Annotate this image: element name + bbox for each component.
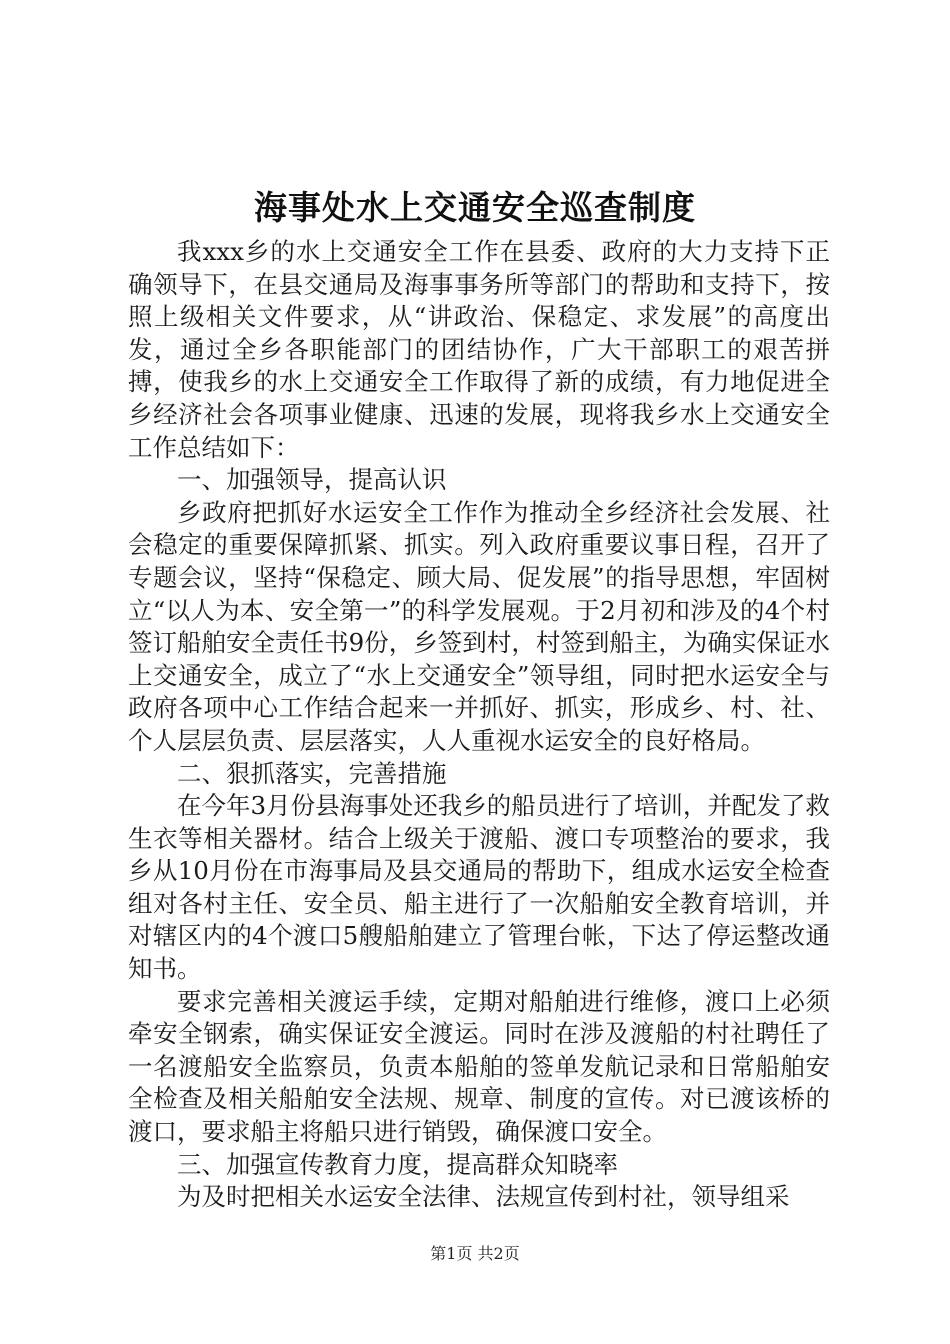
section-heading-2: 二、狠抓落实，完善措施: [177, 758, 447, 788]
section-heading-3: 三、加强宣传教育力度，提高群众知晓率: [177, 1149, 618, 1179]
paragraph-section-2a: 在今年3月份县海事处还我乡的船员进行了培训，并配发了救生衣等相关器材。结合上级关于渡船、渡口专项整治的要求，我乡从10月份在市海事局及县交通局的帮助下，组成水运安全检查组对各村主任、安全员、船主进行了一次船舶安全教育培训，并对辖区内的4个渡口5艘船舶建立了管理台帐，下达了停运整改通知书。: [128, 791, 830, 984]
paragraph-section-1: 乡政府把抓好水运安全工作作为推动全乡经济社会发展、社会稳定的重要保障抓紧、抓实。列入政府重要议事日程，召开了专题会议，坚持“保稳定、顾大局、促发展”的指导思想，牢固树立“以人为本、安全第一”的科学发展观。于2月初和涉及的4个村签订船舶安全责任书9份，乡签到村，村签到船主，为确实保证水上交通安全，成立了“水上交通安全”领导组，同时把水运安全与政府各项中心工作结合起来一并抓好、抓实，形成乡、村、社、个人层层负责、层层落实，人人重视水运安全的良好格局。: [128, 497, 830, 755]
paragraph-section-3: 为及时把相关水运安全法律、法规宣传到村社，领导组采: [177, 1182, 790, 1212]
paragraph-section-2b: 要求完善相关渡运手续，定期对船舶进行维修，渡口上必须牵安全钢索，确实保证安全渡运。同时在涉及渡船的村社聘任了一名渡船安全监察员，负责本船舶的签单发航记录和日常船舶安全检查及相关船舶安全法规、规章、制度的宣传。对已渡该桥的渡口，要求船主将船只进行销毁，确保渡口安全。: [128, 986, 830, 1147]
section-heading-1: 一、加强领导，提高认识: [177, 465, 447, 495]
document-title: 海事处水上交通安全巡查制度: [254, 188, 696, 227]
page-footer: 第1页 共2页: [430, 1244, 520, 1263]
paragraph-intro: 我xxx乡的水上交通安全工作在县委、政府的大力支持下正确领导下，在县交通局及海事事务所等部门的帮助和支持下，按照上级相关文件要求，从“讲政治、保稳定、求发展”的高度出发，通过全乡各职能部门的团结协作，广大干部职工的艰苦拼搏，使我乡的水上交通安全工作取得了新的成绩，有力地促进全乡经济社会各项事业健康、迅速的发展，现将我乡水上交通安全工作总结如下：: [128, 237, 830, 462]
document-body: [128, 236, 830, 1214]
